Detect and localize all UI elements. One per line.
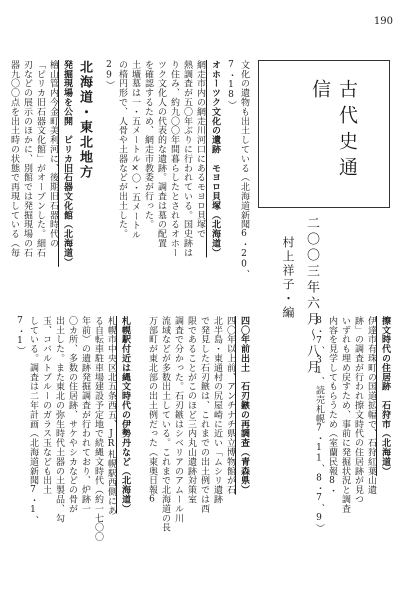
text-column: 器九〇〇点を出土時の状態で再現している（毎: [9, 60, 19, 258]
editor-label: 村上祥子・編: [281, 236, 295, 320]
text-column: を確認するため、網走市教委が行った。: [143, 60, 153, 230]
text-column: 調査で分かった。石刃鏃はシベリアのアムール川: [173, 316, 183, 523]
section-heading: 札幌駅付近は縄文時代の伊勢丹など（北海道）: [120, 316, 130, 514]
text-column: ツク文化人の代表的な遺跡。調査は墓の配置: [156, 60, 166, 248]
text-column: 檜山管内今金町美利河に、後期旧石器時代の: [48, 60, 58, 248]
section-heading: 擦文時代の住居跡 石狩市（北海道）: [380, 316, 390, 476]
text-column: 「ピリカ旧石器文化館」がオープンした。細石: [35, 60, 45, 258]
main-title: 古代史通信: [309, 79, 358, 183]
text-column: る自転車駐車場建設予定地で続縄文時代（約一七〇〇: [93, 316, 103, 542]
text-column: で発見した石刃鏃は、これまでの出土例では西: [199, 316, 209, 514]
text-column: 土壙墓は一・五メートル×〇・五メートル: [130, 60, 140, 240]
text-column: 跡」の調査が行われ擦文時代の住居跡が見つ: [353, 316, 363, 504]
region-heading: 北海道・東北地方: [77, 60, 92, 180]
section-heading: 四〇年前出土 石刃鏃の再調査（青森県）: [239, 316, 249, 495]
text-column: 網走市内の網走川河口にあるモヨロ貝塚で: [195, 60, 205, 239]
text-column: 刃などの展示のほかに、別館では発掘現場の石: [22, 60, 32, 258]
text-column: 伊達市有珠町の国道拡幅で、石狩紅葉山遺: [366, 316, 376, 495]
text-column: 7・1）: [15, 316, 25, 356]
text-column: 内容を見学してもらうため（室蘭民報8・: [327, 316, 337, 496]
text-column: 出土した。また東北の弥生時代土器の土製品、勾: [54, 316, 64, 523]
page-number: 190: [373, 16, 393, 27]
period-label: 二〇〇三年六月〜八月: [304, 216, 319, 376]
text-column: 四〇年以上前、アンチナチ県立博物館が石: [225, 316, 235, 495]
text-column: 〇カ所、多数の住居跡、サケやシカなどの骨が: [67, 316, 77, 514]
text-column: 8・7、31、読売札幌7・11、8・7、9）: [314, 316, 324, 533]
text-column: 札幌市中央区北五条西五、JR札幌駅西側にあ: [106, 316, 116, 516]
text-column: 北半島・東通村の尻屋崎に近い「ムシリ遺跡: [212, 316, 222, 504]
section-heading: 発掘現場を公開 ピリカ旧石器文化館（北海道）: [62, 60, 72, 267]
text-column: 玉、コバルトブルーのガラス玉なども出土: [41, 316, 51, 495]
title-box: [258, 60, 390, 208]
text-column: 流域などが多数出土している。これまで北海道の長: [160, 316, 170, 533]
text-column: 熱調査が五〇年ぶりに行われている。国史跡は: [182, 60, 192, 258]
text-column: の楕円形で、人骨や土器などが出土した。: [117, 60, 127, 239]
text-column: 7・18）: [226, 60, 236, 110]
text-column: している。調査は二年計画（北海道新聞7・1、: [28, 316, 38, 525]
text-column: り住み、約九〇〇年間暮らしたとされるオホー: [169, 60, 179, 258]
text-column: 29）: [104, 60, 114, 91]
text-column: 年前）の遺跡発掘調査が行われており、炉跡一: [80, 316, 90, 514]
section-heading: オホーツク文化の遺跡 モヨロ貝塚（北海道）: [210, 60, 220, 258]
text-column: いずれも埋め戻すため、事前に発掘状況と調査: [340, 316, 350, 514]
text-column: 文化の遺物も出土している（北海道新聞6・20、: [239, 60, 249, 280]
text-column: 万部町が東北部の出土例だった（東奥日報6: [147, 316, 157, 505]
text-column: 限であることがこのほど三内丸山遺跡対策室: [186, 316, 196, 504]
